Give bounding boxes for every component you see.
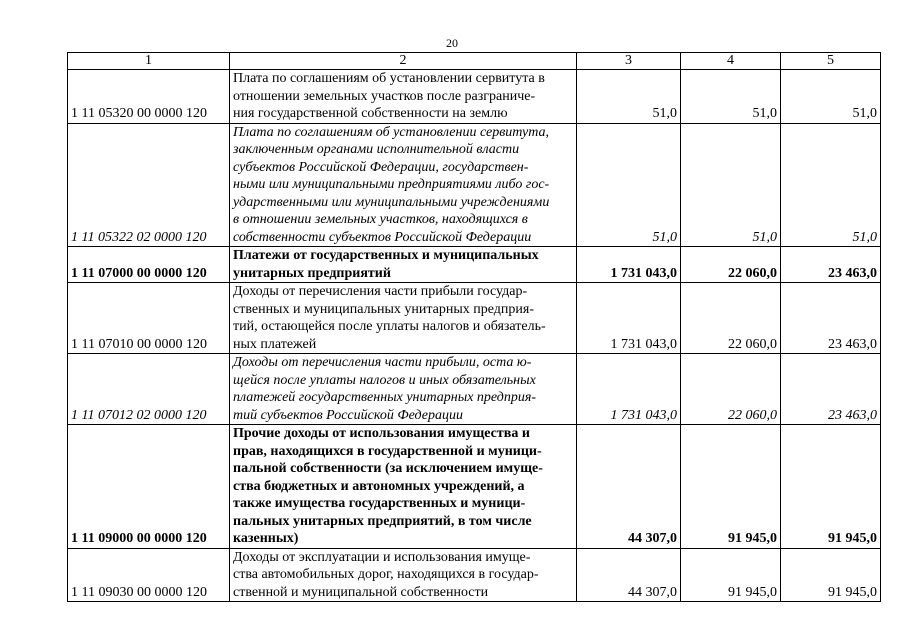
revenue-name-line: заключенным органами исполнительной власти	[233, 142, 520, 157]
page-number: 20	[446, 36, 458, 50]
revenue-name-line: Доходы от перечисления части прибыли государ-	[233, 284, 528, 299]
revenue-name-line: собственности субъектов Российской Федерации	[233, 229, 532, 245]
budget-code-cell: 1 11 05322 02 0000 120	[68, 123, 230, 247]
amount-cell-col-5: 23 463,0	[781, 283, 881, 354]
table-row	[68, 354, 881, 425]
budget-code-cell: 1 11 07010 00 0000 120	[68, 283, 230, 354]
revenue-name-line: субъектов Российской Федерации, государствен-	[233, 159, 529, 175]
amount-cell-col-3: 51,0	[577, 70, 681, 124]
revenue-name-line: ственной и муниципальной собственности	[233, 584, 489, 600]
revenue-name-line: ударственными или муниципальными учреждениями	[233, 194, 550, 210]
table-row	[68, 70, 881, 124]
revenue-name-line: Платежи от государственных и муниципальных	[233, 248, 539, 263]
amount-cell-col-3: 44 307,0	[577, 548, 681, 602]
revenue-name-line: также имущества государственных и муници-	[233, 496, 526, 511]
column-header: 4	[681, 53, 781, 70]
budget-code-cell: 1 11 07000 00 0000 120	[68, 247, 230, 283]
amount-cell-col-4: 91 945,0	[681, 548, 781, 602]
amount-cell-col-3: 1 731 043,0	[577, 354, 681, 425]
column-header: 3	[577, 53, 681, 70]
budget-code-cell: 1 11 09000 00 0000 120	[68, 425, 230, 549]
budget-code-cell: 1 11 05320 00 0000 120	[68, 70, 230, 124]
revenue-name-line: прав, находящихся в государственной и муници-	[233, 443, 542, 459]
column-header: 1	[68, 53, 230, 70]
revenue-name-line: щейся после уплаты налогов и иных обязательных	[233, 372, 536, 388]
revenue-name-line: ными или муниципальными предприятиями либо гос-	[233, 177, 550, 192]
revenue-name-line: платежей государственных унитарных предприя-	[233, 390, 537, 405]
revenue-name-cell	[230, 247, 577, 283]
amount-cell-col-5: 91 945,0	[781, 548, 881, 602]
amount-cell-col-4: 22 060,0	[681, 247, 781, 283]
revenue-name-line: пальной собственности (за исключением имуще-	[233, 461, 543, 476]
revenue-name-cell	[230, 354, 577, 425]
amount-cell-col-4: 51,0	[681, 70, 781, 124]
budget-code-cell: 1 11 09030 00 0000 120	[68, 548, 230, 602]
revenue-name-line: Плата по соглашениям об установлении сервитута,	[233, 124, 550, 140]
amount-cell-col-5: 51,0	[781, 70, 881, 124]
revenue-name-line: Доходы от эксплуатации и использования имуще-	[233, 549, 531, 565]
revenue-name-line: унитарных предприятий	[233, 265, 391, 281]
revenue-name-line: в отношении земельных участков, находящихся в	[233, 212, 528, 227]
revenue-name-cell	[230, 548, 577, 602]
revenue-name-line: тий, остающейся после уплаты налогов и обязатель-	[233, 319, 546, 334]
budget-revenue-table	[67, 52, 881, 602]
column-number-header-row	[68, 53, 881, 70]
table-row	[68, 425, 881, 549]
amount-cell-col-5: 23 463,0	[781, 247, 881, 283]
amount-cell-col-3: 1 731 043,0	[577, 247, 681, 283]
revenue-name-line: ственных и муниципальных унитарных предприя-	[233, 301, 534, 317]
revenue-name-cell	[230, 70, 577, 124]
revenue-name-line: ных платежей	[233, 336, 317, 352]
revenue-name-line: казенных)	[233, 531, 299, 546]
table-row	[68, 123, 881, 247]
revenue-name-line: Плата по соглашениям об установлении сервитута в	[233, 71, 545, 86]
amount-cell-col-4: 51,0	[681, 123, 781, 247]
table-row	[68, 247, 881, 283]
column-header: 5	[781, 53, 881, 70]
amount-cell-col-3: 51,0	[577, 123, 681, 247]
revenue-name-line: ния государственной собственности на землю	[233, 106, 508, 121]
revenue-name-line: отношении земельных участков после разграниче-	[233, 88, 536, 104]
revenue-name-line: Доходы от перечисления части прибыли, оста ю-	[233, 355, 532, 370]
amount-cell-col-4: 22 060,0	[681, 283, 781, 354]
column-header: 2	[230, 53, 577, 70]
revenue-name-line: ства бюджетных и автономных учреждений, а	[233, 478, 525, 494]
amount-cell-col-4: 22 060,0	[681, 354, 781, 425]
amount-cell-col-4: 91 945,0	[681, 425, 781, 549]
table-row	[68, 283, 881, 354]
revenue-name-cell	[230, 425, 577, 549]
amount-cell-col-5: 91 945,0	[781, 425, 881, 549]
revenue-name-line: тий субъектов Российской Федерации	[233, 407, 463, 423]
amount-cell-col-5: 51,0	[781, 123, 881, 247]
budget-code-cell: 1 11 07012 02 0000 120	[68, 354, 230, 425]
amount-cell-col-5: 23 463,0	[781, 354, 881, 425]
table-body	[68, 70, 881, 602]
revenue-name-cell	[230, 283, 577, 354]
revenue-name-line: пальных унитарных предприятий, в том числе	[233, 513, 532, 529]
amount-cell-col-3: 1 731 043,0	[577, 283, 681, 354]
revenue-name-line: ства автомобильных дорог, находящихся в государ-	[233, 567, 539, 582]
table-row	[68, 548, 881, 602]
revenue-name-cell	[230, 123, 577, 247]
revenue-name-line: Прочие доходы от использования имущества и	[233, 426, 530, 441]
amount-cell-col-3: 44 307,0	[577, 425, 681, 549]
